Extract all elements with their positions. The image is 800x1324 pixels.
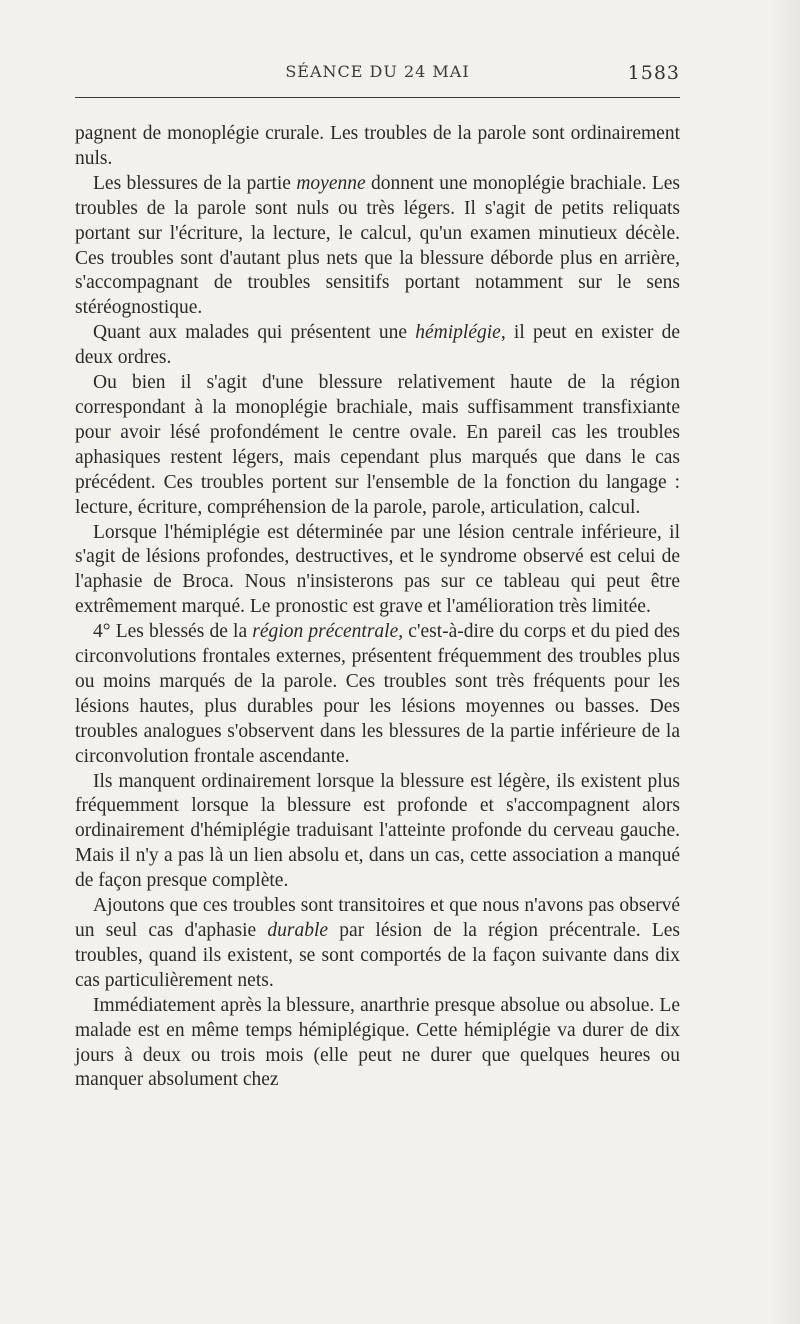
emphasis-text: durable bbox=[267, 920, 329, 941]
emphasis-text: moyenne bbox=[296, 172, 366, 194]
emphasis-text: hémiplégie bbox=[415, 322, 501, 344]
paragraph: Ou bien il s'agit d'une blessure relativement haute de la région correspondant à la monoplégie brachiale, mais suffisamment transfixiante pour avoir lésé profondément le centre ovale. En pareil cas les troubles aphasiques restent légers, mais cependant plus marqués que dans le cas précédent. Ces troubles portent sur l'ensemble de la fonction du langage : lecture, écriture, compréhension de la parole, parole, articulation, calcul. bbox=[75, 372, 680, 518]
page-header bbox=[75, 62, 680, 90]
body-text bbox=[75, 122, 680, 1093]
page-number: 1583 bbox=[627, 62, 680, 84]
paragraph: pagnent de monoplégie crurale. Les troubles de la parole sont ordinairement nuls. bbox=[75, 123, 680, 169]
paragraph: Les blessures de la partie moyenne donnent une monoplégie brachiale. Les troubles de la parole sont nuls ou très légers. Il s'agit de petits reliquats portant sur l'écriture, la lecture, le calcul, qu'un examen minutieux décèle. Ces troubles sont d'autant plus nets que la blessure déborde plus en arrière, s'accompagnant de troubles sensitifs portant notamment sur le sens stéréognostique. bbox=[75, 172, 680, 319]
running-title: SÉANCE DU 24 MAI bbox=[285, 62, 470, 81]
paragraph: Immédiatement après la blessure, anarthrie presque absolue ou absolue. Le malade est en même temps hémiplégique. Cette hémiplégie va durer de dix jours à deux ou trois mois (elle peut ne durer que quelques heures ou manquer absolument chez bbox=[75, 994, 680, 1091]
paragraph: Lorsque l'hémiplégie est déterminée par une lésion centrale inférieure, il s'agit de lésions profondes, destructives, et le syndrome observé est celui de l'aphasie de Broca. Nous n'insisterons pas sur ce tableau qui peut être extrêmement marqué. Le pronostic est grave et l'amélioration très limitée. bbox=[75, 521, 680, 618]
emphasis-text: région précentrale bbox=[252, 621, 399, 643]
paragraph: Quant aux malades qui présentent une hémiplégie, il peut en exister de deux ordres. bbox=[75, 322, 680, 369]
paragraph: Ajoutons que ces troubles sont transitoires et que nous n'avons pas observé un seul cas d'aphasie durable par lésion de la région précentrale. Les troubles, quand ils existent, se sont comportés de la façon suivante dans dix cas particulièrement nets. bbox=[75, 895, 681, 991]
paragraph: Ils manquent ordinairement lorsque la blessure est légère, ils existent plus fréquemment lorsque la blessure est profonde et s'accompagnent alors ordinairement d'hémiplégie traduisant l'atteinte profonde du cerveau gauche. Mais il n'y a pas là un lien absolu et, dans un cas, cette association a manqué de façon presque complète. bbox=[75, 770, 680, 892]
scan-edge-shadow bbox=[770, 0, 800, 1324]
paragraph: 4° Les blessés de la région précentrale, c'est-à-dire du corps et du pied des circonvolutions frontales externes, présentent fréquemment des troubles plus ou moins marqués de la parole. Ces troubles sont très fréquents pour les lésions hautes, plus durables pour les lésions moyennes ou basses. Des troubles analogues s'observent dans les blessures de la partie inférieure de la circonvolution frontale ascendante. bbox=[75, 621, 680, 767]
header-rule bbox=[75, 97, 680, 98]
